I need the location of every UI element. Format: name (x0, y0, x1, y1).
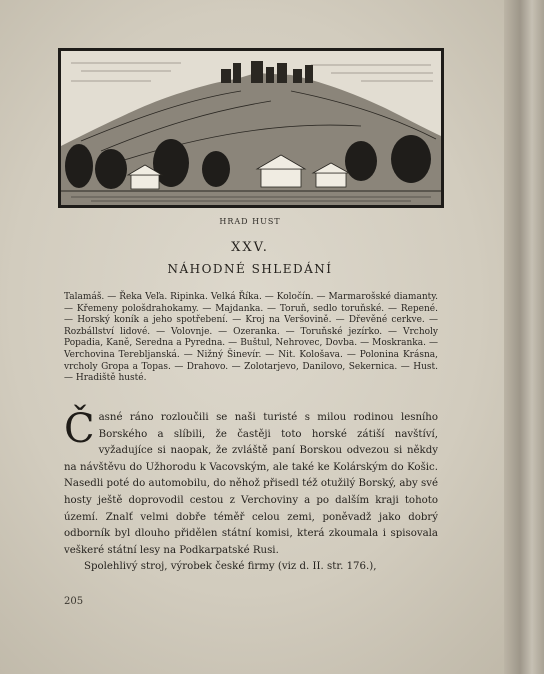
drop-cap: Č (64, 406, 95, 452)
book-gutter (504, 0, 544, 674)
body-paragraph-2: Spolehlivý stroj, výrobek české firmy (viz d. II. str. 176.), (84, 561, 377, 573)
page-number: 205 (64, 596, 84, 607)
chapter-body (64, 406, 438, 576)
castle-hill-engraving (58, 48, 444, 208)
chapter-number: XXV. (231, 240, 269, 255)
chapter-summary: Talamáš. — Řeka Veľa. Ripinka. Velká Říka. — Koločín. — Marmarošské diamanty. — Křemeny pološdrahokamy. — Majdanka. — Toruň, sedlo toruňské. — Repené. — Horský koník a jeho spotřebení. — Kroj na Veršovině. — Dřevěné cerkve. — Rozbállství lidové. — Volovnje. — Ozeranka. — Toruňské jezírko. — Vrcholy Popadia, Kaně, Seredna a Pyredna. — Buštul, Nehrovec, Dovba. — Moskranka. — Verchovina Terebljanská. — Nižný Šinevír. — Nit. Kološava. — Polonina Krásna, vrcholy Gropa a Topas. — Drahovo. — Zolotarjevo, Danilovo, Sekernica. — Hust. — Hradiště husté. (64, 292, 438, 384)
chapter-title: NÁHODNÉ SHLEDÁNÍ (167, 262, 333, 276)
body-paragraph-1: asné ráno rozloučili se naši turisté s milou rodinou lesního Borského a slíbili, že častěji toto horské zátiší navštíví, vyžadujíce si naopak, že zvláště paní Borskou odvezou si někdy na návštěvu do Užhorodu k Vacovským, ale také ke Kolárským do Košic. Nasedli poté do automobilu, do něhož přisedl též otužilý Borský, aby své hosty ještě doprovodil cestou z Verchoviny a po dalším kraji tohoto území. Znalť velmi dobře téměř celou zemi, poněvadž jako dobrý odborník byl dlouho přidělen státní komisi, která zkoumala i spisovala veškeré státní lesy na Podkarpatské Rusi. (64, 412, 438, 556)
illustration-caption: HRAD HUST (219, 217, 281, 226)
engraving-artwork (61, 51, 441, 205)
